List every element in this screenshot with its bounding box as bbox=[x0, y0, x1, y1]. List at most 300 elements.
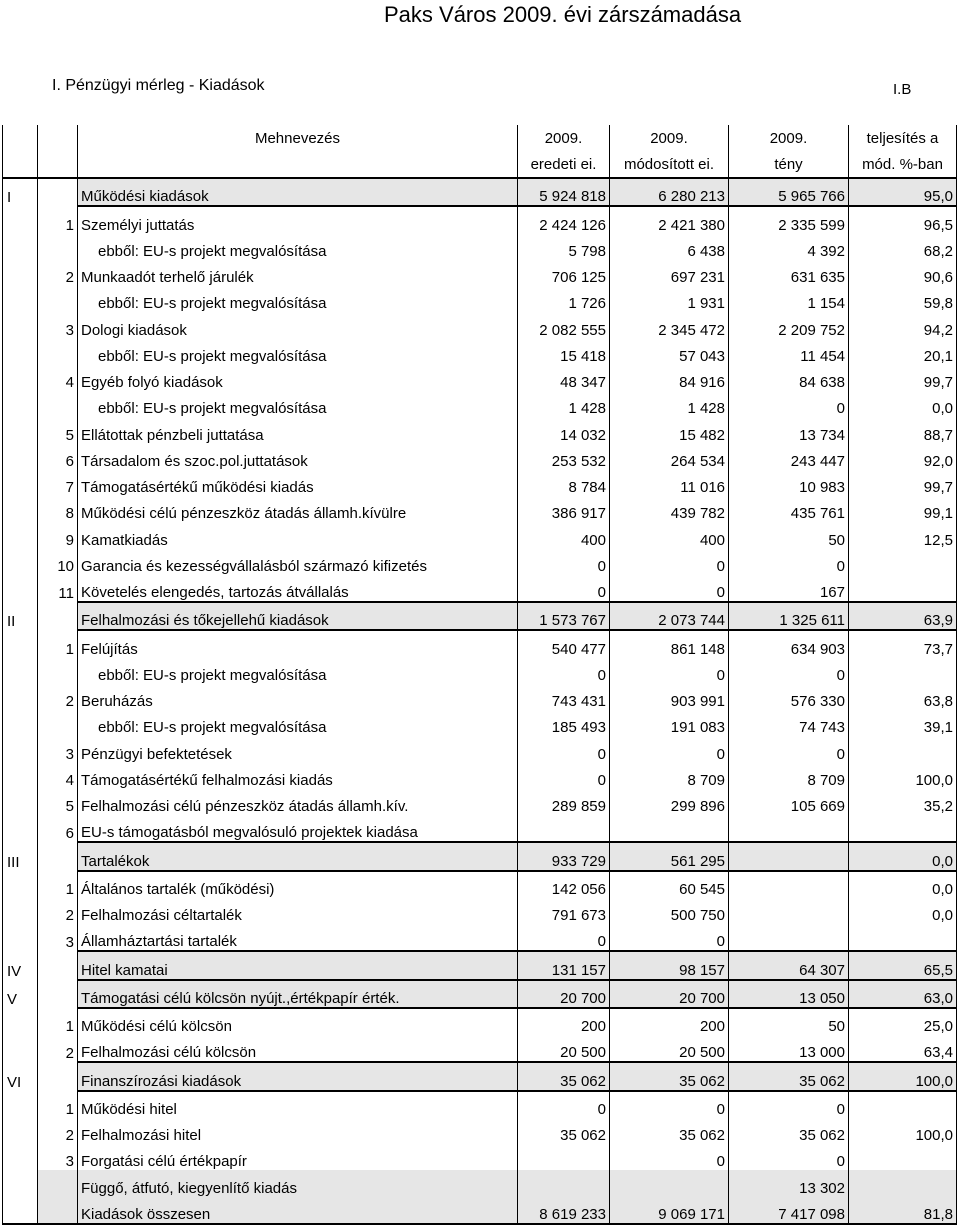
row-roman bbox=[3, 736, 38, 762]
row-percent bbox=[849, 736, 957, 762]
header-modified: 2009. bbox=[610, 125, 729, 151]
row-original bbox=[518, 1144, 610, 1170]
row-number: 4 bbox=[38, 365, 78, 391]
row-number bbox=[38, 286, 78, 312]
row-name: Általános tartalék (működési) bbox=[78, 871, 518, 898]
row-modified: 2 345 472 bbox=[610, 312, 729, 338]
row-actual: 8 709 bbox=[729, 763, 849, 789]
row-actual: 13 302 bbox=[729, 1170, 849, 1196]
row-roman: V bbox=[3, 980, 38, 1008]
row-modified: 11 016 bbox=[610, 470, 729, 496]
row-modified: 264 534 bbox=[610, 444, 729, 470]
row-actual: 64 307 bbox=[729, 951, 849, 979]
expenditure-table bbox=[2, 125, 957, 1225]
row-name: Támogatási célú kölcsön nyújt.,értékpapír érték. bbox=[78, 980, 518, 1008]
row-modified: 861 148 bbox=[610, 630, 729, 657]
row-number bbox=[38, 658, 78, 684]
row-original: 791 673 bbox=[518, 898, 610, 924]
row-modified: 191 083 bbox=[610, 710, 729, 736]
row-actual: 13 000 bbox=[729, 1035, 849, 1062]
section-row bbox=[3, 178, 957, 206]
table-row bbox=[3, 1170, 957, 1196]
row-number bbox=[38, 602, 78, 630]
row-name: Tartalékok bbox=[78, 842, 518, 870]
row-modified: 2 073 744 bbox=[610, 602, 729, 630]
table-row bbox=[3, 417, 957, 443]
row-modified: 20 700 bbox=[610, 980, 729, 1008]
row-actual: 11 454 bbox=[729, 339, 849, 365]
row-name: Követelés elengedés, tartozás átvállalás bbox=[78, 575, 518, 602]
row-actual: 35 062 bbox=[729, 1062, 849, 1090]
row-percent bbox=[849, 1170, 957, 1196]
row-modified: 0 bbox=[610, 1091, 729, 1118]
header-modified-sub: módosított ei. bbox=[610, 151, 729, 178]
row-name: Felújítás bbox=[78, 630, 518, 657]
row-roman bbox=[3, 815, 38, 842]
row-original: 0 bbox=[518, 736, 610, 762]
row-roman bbox=[3, 1197, 38, 1224]
row-percent bbox=[849, 549, 957, 575]
row-modified: 1 428 bbox=[610, 391, 729, 417]
row-number: 3 bbox=[38, 1144, 78, 1170]
row-actual: 50 bbox=[729, 1008, 849, 1035]
row-percent: 92,0 bbox=[849, 444, 957, 470]
table-row bbox=[3, 630, 957, 657]
row-roman bbox=[3, 1091, 38, 1118]
row-percent: 63,9 bbox=[849, 602, 957, 630]
row-actual bbox=[729, 898, 849, 924]
row-name: Finanszírozási kiadások bbox=[78, 1062, 518, 1090]
row-actual: 0 bbox=[729, 736, 849, 762]
row-roman bbox=[3, 1118, 38, 1144]
header-actual-sub: tény bbox=[729, 151, 849, 178]
table-row bbox=[3, 549, 957, 575]
row-percent: 63,4 bbox=[849, 1035, 957, 1062]
row-name: Működési kiadások bbox=[78, 178, 518, 206]
row-original: 5 924 818 bbox=[518, 178, 610, 206]
row-original: 400 bbox=[518, 522, 610, 548]
row-actual: 13 734 bbox=[729, 417, 849, 443]
row-roman: I bbox=[3, 178, 38, 206]
row-number: 11 bbox=[38, 575, 78, 602]
row-modified: 6 280 213 bbox=[610, 178, 729, 206]
row-roman bbox=[3, 1144, 38, 1170]
row-modified: 98 157 bbox=[610, 951, 729, 979]
row-percent bbox=[849, 1144, 957, 1170]
row-name: EU-s támogatásból megvalósuló projektek kiadása bbox=[78, 815, 518, 842]
row-name: Kiadások összesen bbox=[78, 1197, 518, 1224]
table-row bbox=[3, 815, 957, 842]
row-name: Egyéb folyó kiadások bbox=[78, 365, 518, 391]
row-modified: 0 bbox=[610, 658, 729, 684]
table-row bbox=[3, 1118, 957, 1144]
row-percent: 63,0 bbox=[849, 980, 957, 1008]
row-original: 0 bbox=[518, 763, 610, 789]
row-percent: 90,6 bbox=[849, 260, 957, 286]
row-original: 131 157 bbox=[518, 951, 610, 979]
row-original: 185 493 bbox=[518, 710, 610, 736]
row-percent: 0,0 bbox=[849, 871, 957, 898]
row-original: 2 424 126 bbox=[518, 206, 610, 233]
row-roman bbox=[3, 286, 38, 312]
row-number: 4 bbox=[38, 763, 78, 789]
row-modified: 15 482 bbox=[610, 417, 729, 443]
row-modified: 2 421 380 bbox=[610, 206, 729, 233]
row-modified: 8 709 bbox=[610, 763, 729, 789]
row-original: 1 726 bbox=[518, 286, 610, 312]
row-name: Dologi kiadások bbox=[78, 312, 518, 338]
table-subtitle: I. Pénzügyi mérleg - Kiadások bbox=[52, 77, 265, 94]
row-percent: 81,8 bbox=[849, 1197, 957, 1224]
row-roman: II bbox=[3, 602, 38, 630]
row-modified: 500 750 bbox=[610, 898, 729, 924]
header-row-1 bbox=[3, 125, 957, 151]
row-modified bbox=[610, 815, 729, 842]
row-modified: 35 062 bbox=[610, 1118, 729, 1144]
table-row bbox=[3, 763, 957, 789]
row-name: Működési célú kölcsön bbox=[78, 1008, 518, 1035]
row-percent: 12,5 bbox=[849, 522, 957, 548]
row-roman bbox=[3, 658, 38, 684]
row-roman bbox=[3, 234, 38, 260]
row-modified: 697 231 bbox=[610, 260, 729, 286]
row-name: Hitel kamatai bbox=[78, 951, 518, 979]
row-number: 5 bbox=[38, 417, 78, 443]
row-original: 0 bbox=[518, 924, 610, 951]
row-roman bbox=[3, 365, 38, 391]
row-modified: 561 295 bbox=[610, 842, 729, 870]
header-row-2 bbox=[3, 151, 957, 178]
row-roman bbox=[3, 763, 38, 789]
table-row bbox=[3, 871, 957, 898]
row-modified: 0 bbox=[610, 575, 729, 602]
row-roman bbox=[3, 206, 38, 233]
row-number bbox=[38, 980, 78, 1008]
table-row bbox=[3, 522, 957, 548]
row-roman bbox=[3, 710, 38, 736]
row-percent: 99,1 bbox=[849, 496, 957, 522]
row-name: ebből: EU-s projekt megvalósítása bbox=[78, 286, 518, 312]
row-roman: VI bbox=[3, 1062, 38, 1090]
row-name: Felhalmozási célú kölcsön bbox=[78, 1035, 518, 1062]
row-roman bbox=[3, 789, 38, 815]
row-original: 15 418 bbox=[518, 339, 610, 365]
row-number: 2 bbox=[38, 1118, 78, 1144]
row-percent: 68,2 bbox=[849, 234, 957, 260]
row-actual: 0 bbox=[729, 549, 849, 575]
row-number: 6 bbox=[38, 444, 78, 470]
row-modified: 299 896 bbox=[610, 789, 729, 815]
row-percent bbox=[849, 924, 957, 951]
row-name: Személyi juttatás bbox=[78, 206, 518, 233]
table-row bbox=[3, 206, 957, 233]
row-name: Garancia és kezességvállalásból származó kifizetés bbox=[78, 549, 518, 575]
row-name: Felhalmozási céltartalék bbox=[78, 898, 518, 924]
table-row bbox=[3, 1144, 957, 1170]
table-row bbox=[3, 710, 957, 736]
row-original: 933 729 bbox=[518, 842, 610, 870]
row-roman: III bbox=[3, 842, 38, 870]
row-name: Társadalom és szoc.pol.juttatások bbox=[78, 444, 518, 470]
row-number bbox=[38, 1062, 78, 1090]
header-original-sub: eredeti ei. bbox=[518, 151, 610, 178]
table-row bbox=[3, 286, 957, 312]
row-actual bbox=[729, 842, 849, 870]
row-percent: 25,0 bbox=[849, 1008, 957, 1035]
table-row bbox=[3, 444, 957, 470]
row-modified: 20 500 bbox=[610, 1035, 729, 1062]
row-modified: 60 545 bbox=[610, 871, 729, 898]
table-row bbox=[3, 312, 957, 338]
table-row bbox=[3, 234, 957, 260]
row-original: 743 431 bbox=[518, 684, 610, 710]
row-roman bbox=[3, 898, 38, 924]
row-original: 0 bbox=[518, 1091, 610, 1118]
row-original: 20 500 bbox=[518, 1035, 610, 1062]
row-number bbox=[38, 951, 78, 979]
row-roman bbox=[3, 496, 38, 522]
row-original: 0 bbox=[518, 658, 610, 684]
row-percent: 99,7 bbox=[849, 470, 957, 496]
row-roman: IV bbox=[3, 951, 38, 979]
row-number: 7 bbox=[38, 470, 78, 496]
table-row bbox=[3, 339, 957, 365]
row-percent bbox=[849, 1091, 957, 1118]
row-modified: 9 069 171 bbox=[610, 1197, 729, 1224]
header-percent-sub: mód. %-ban bbox=[849, 151, 957, 178]
table-row bbox=[3, 1008, 957, 1035]
row-modified: 0 bbox=[610, 736, 729, 762]
row-actual: 1 154 bbox=[729, 286, 849, 312]
row-actual: 631 635 bbox=[729, 260, 849, 286]
row-roman bbox=[3, 260, 38, 286]
row-name: Működési célú pénzeszköz átadás államh.kívülre bbox=[78, 496, 518, 522]
row-roman bbox=[3, 924, 38, 951]
row-name: Felhalmozási célú pénzeszköz átadás államh.kív. bbox=[78, 789, 518, 815]
row-modified: 903 991 bbox=[610, 684, 729, 710]
row-percent: 35,2 bbox=[849, 789, 957, 815]
row-number bbox=[38, 1170, 78, 1196]
row-number bbox=[38, 178, 78, 206]
row-roman bbox=[3, 444, 38, 470]
row-actual: 74 743 bbox=[729, 710, 849, 736]
row-number: 1 bbox=[38, 206, 78, 233]
row-original: 8 784 bbox=[518, 470, 610, 496]
row-name: Kamatkiadás bbox=[78, 522, 518, 548]
row-actual: 10 983 bbox=[729, 470, 849, 496]
header-name: Mehnevezés bbox=[78, 125, 518, 151]
row-actual: 4 392 bbox=[729, 234, 849, 260]
row-name: Működési hitel bbox=[78, 1091, 518, 1118]
row-roman bbox=[3, 575, 38, 602]
table-row bbox=[3, 365, 957, 391]
row-percent: 59,8 bbox=[849, 286, 957, 312]
row-name: ebből: EU-s projekt megvalósítása bbox=[78, 710, 518, 736]
row-original: 0 bbox=[518, 575, 610, 602]
row-actual: 5 965 766 bbox=[729, 178, 849, 206]
row-actual: 435 761 bbox=[729, 496, 849, 522]
row-roman bbox=[3, 391, 38, 417]
table-row bbox=[3, 658, 957, 684]
row-modified: 439 782 bbox=[610, 496, 729, 522]
row-actual: 84 638 bbox=[729, 365, 849, 391]
row-roman bbox=[3, 1035, 38, 1062]
row-actual: 243 447 bbox=[729, 444, 849, 470]
row-percent bbox=[849, 575, 957, 602]
table-row bbox=[3, 575, 957, 602]
section-row bbox=[3, 951, 957, 979]
row-actual: 7 417 098 bbox=[729, 1197, 849, 1224]
table-row bbox=[3, 470, 957, 496]
row-modified: 84 916 bbox=[610, 365, 729, 391]
row-number: 3 bbox=[38, 736, 78, 762]
row-actual: 634 903 bbox=[729, 630, 849, 657]
row-percent: 0,0 bbox=[849, 898, 957, 924]
row-number: 1 bbox=[38, 871, 78, 898]
row-number bbox=[38, 710, 78, 736]
row-original: 5 798 bbox=[518, 234, 610, 260]
row-original: 14 032 bbox=[518, 417, 610, 443]
table-row bbox=[3, 924, 957, 951]
row-number: 2 bbox=[38, 684, 78, 710]
row-percent: 39,1 bbox=[849, 710, 957, 736]
row-roman bbox=[3, 549, 38, 575]
row-percent: 0,0 bbox=[849, 842, 957, 870]
row-original: 1 573 767 bbox=[518, 602, 610, 630]
row-name: Függő, átfutó, kiegyenlítő kiadás bbox=[78, 1170, 518, 1196]
row-number: 2 bbox=[38, 260, 78, 286]
row-modified bbox=[610, 1170, 729, 1196]
row-name: ebből: EU-s projekt megvalósítása bbox=[78, 658, 518, 684]
header-original: 2009. bbox=[518, 125, 610, 151]
total-row bbox=[3, 1197, 957, 1224]
row-number: 5 bbox=[38, 789, 78, 815]
row-original: 253 532 bbox=[518, 444, 610, 470]
row-actual: 50 bbox=[729, 522, 849, 548]
row-original: 48 347 bbox=[518, 365, 610, 391]
row-number: 8 bbox=[38, 496, 78, 522]
section-row bbox=[3, 602, 957, 630]
table-row bbox=[3, 391, 957, 417]
row-modified: 400 bbox=[610, 522, 729, 548]
row-name: ebből: EU-s projekt megvalósítása bbox=[78, 391, 518, 417]
row-number bbox=[38, 1197, 78, 1224]
row-actual bbox=[729, 815, 849, 842]
row-name: ebből: EU-s projekt megvalósítása bbox=[78, 234, 518, 260]
row-modified: 200 bbox=[610, 1008, 729, 1035]
row-actual: 2 335 599 bbox=[729, 206, 849, 233]
row-original: 540 477 bbox=[518, 630, 610, 657]
row-roman bbox=[3, 339, 38, 365]
row-modified: 35 062 bbox=[610, 1062, 729, 1090]
row-original: 2 082 555 bbox=[518, 312, 610, 338]
page-title: Paks Város 2009. évi zárszámadása bbox=[384, 2, 742, 27]
row-name: Támogatásértékű felhalmozási kiadás bbox=[78, 763, 518, 789]
table-row bbox=[3, 684, 957, 710]
row-original: 289 859 bbox=[518, 789, 610, 815]
row-actual: 0 bbox=[729, 391, 849, 417]
row-roman bbox=[3, 470, 38, 496]
header-actual: 2009. bbox=[729, 125, 849, 151]
row-modified: 6 438 bbox=[610, 234, 729, 260]
row-original: 1 428 bbox=[518, 391, 610, 417]
header-percent: teljesítés a bbox=[849, 125, 957, 151]
row-actual: 2 209 752 bbox=[729, 312, 849, 338]
row-number bbox=[38, 339, 78, 365]
table-code: I.B bbox=[893, 81, 912, 98]
row-number bbox=[38, 391, 78, 417]
row-actual: 105 669 bbox=[729, 789, 849, 815]
row-percent: 0,0 bbox=[849, 391, 957, 417]
row-percent: 95,0 bbox=[849, 178, 957, 206]
row-original: 35 062 bbox=[518, 1062, 610, 1090]
row-modified: 0 bbox=[610, 924, 729, 951]
table-row bbox=[3, 496, 957, 522]
row-name: Forgatási célú értékpapír bbox=[78, 1144, 518, 1170]
row-actual bbox=[729, 924, 849, 951]
section-row bbox=[3, 842, 957, 870]
row-number: 3 bbox=[38, 312, 78, 338]
row-name: ebből: EU-s projekt megvalósítása bbox=[78, 339, 518, 365]
row-number: 10 bbox=[38, 549, 78, 575]
row-percent: 100,0 bbox=[849, 1062, 957, 1090]
row-percent: 73,7 bbox=[849, 630, 957, 657]
row-actual: 0 bbox=[729, 1091, 849, 1118]
row-actual: 13 050 bbox=[729, 980, 849, 1008]
row-roman bbox=[3, 1008, 38, 1035]
row-modified: 0 bbox=[610, 549, 729, 575]
row-modified: 1 931 bbox=[610, 286, 729, 312]
row-percent: 63,8 bbox=[849, 684, 957, 710]
row-original bbox=[518, 1170, 610, 1196]
row-original: 200 bbox=[518, 1008, 610, 1035]
row-name: Pénzügyi befektetések bbox=[78, 736, 518, 762]
row-name: Felhalmozási hitel bbox=[78, 1118, 518, 1144]
row-percent: 94,2 bbox=[849, 312, 957, 338]
row-roman bbox=[3, 630, 38, 657]
table-row bbox=[3, 736, 957, 762]
row-modified: 0 bbox=[610, 1144, 729, 1170]
table-row bbox=[3, 898, 957, 924]
row-roman bbox=[3, 417, 38, 443]
row-percent: 88,7 bbox=[849, 417, 957, 443]
row-roman bbox=[3, 684, 38, 710]
row-percent bbox=[849, 815, 957, 842]
row-percent: 96,5 bbox=[849, 206, 957, 233]
row-actual: 167 bbox=[729, 575, 849, 602]
table-row bbox=[3, 1091, 957, 1118]
row-actual: 576 330 bbox=[729, 684, 849, 710]
table-row bbox=[3, 1035, 957, 1062]
row-number: 2 bbox=[38, 898, 78, 924]
row-number bbox=[38, 234, 78, 260]
row-percent: 65,5 bbox=[849, 951, 957, 979]
row-name: Támogatásértékű működési kiadás bbox=[78, 470, 518, 496]
row-original: 35 062 bbox=[518, 1118, 610, 1144]
row-original: 386 917 bbox=[518, 496, 610, 522]
row-original: 20 700 bbox=[518, 980, 610, 1008]
section-row bbox=[3, 980, 957, 1008]
row-original: 0 bbox=[518, 549, 610, 575]
row-percent bbox=[849, 658, 957, 684]
row-roman bbox=[3, 522, 38, 548]
row-actual: 1 325 611 bbox=[729, 602, 849, 630]
row-name: Munkaadót terhelő járulék bbox=[78, 260, 518, 286]
row-roman bbox=[3, 312, 38, 338]
section-row bbox=[3, 1062, 957, 1090]
row-number: 1 bbox=[38, 1008, 78, 1035]
row-number bbox=[38, 842, 78, 870]
